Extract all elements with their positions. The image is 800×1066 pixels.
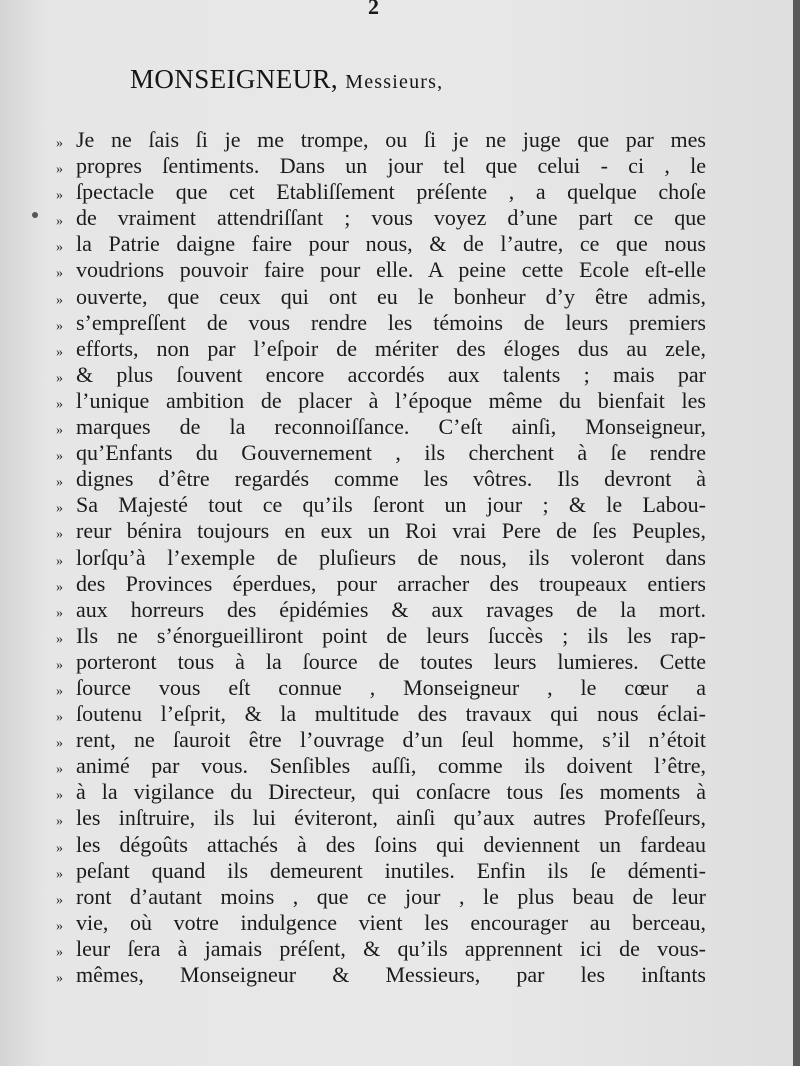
text-line (56, 936, 706, 962)
text-line (56, 310, 706, 336)
quote-mark: » (56, 423, 63, 439)
line-text: à la vigilance du Directeur, qui conſacre tous ſes moments à (76, 779, 706, 805)
text-line (56, 518, 706, 544)
quote-mark: » (56, 370, 63, 386)
quote-mark: » (56, 318, 63, 334)
text-line (56, 492, 706, 518)
text-line (56, 179, 706, 205)
quote-mark: » (56, 736, 63, 752)
text-line (56, 440, 706, 466)
line-text: leur ſera à jamais préſent, & qu’ils apprennent ici de vous- (76, 935, 706, 961)
quote-mark: » (56, 240, 63, 256)
line-text: vie, où votre indulgence vient les encourager au berceau, (76, 909, 706, 935)
quote-mark: » (56, 631, 63, 647)
line-text: peſant quand ils demeurent inutiles. Enfin ils ſe démenti- (76, 857, 706, 883)
line-text: animé par vous. Senſibles auſſi, comme ils doivent l’être, (76, 753, 706, 779)
heading-secondary: Messieurs, (345, 71, 444, 93)
line-text: les dégoûts attachés à des ſoins qui deviennent un fardeau (76, 831, 706, 857)
quote-mark: » (56, 396, 63, 412)
text-line (56, 388, 706, 414)
quote-mark: » (56, 292, 63, 308)
quote-mark: » (56, 605, 63, 621)
quote-mark: » (56, 657, 63, 673)
line-text: ſoutenu l’eſprit, & la multitude des travaux qui nous éclai- (76, 701, 706, 727)
text-line (56, 649, 706, 675)
quote-mark: » (56, 188, 63, 204)
text-line (56, 205, 706, 231)
text-line (56, 284, 706, 310)
text-line (56, 832, 706, 858)
text-line (56, 779, 706, 805)
quote-mark: » (56, 683, 63, 699)
text-line (56, 336, 706, 362)
quote-mark: » (56, 214, 63, 230)
line-text: & plus ſouvent encore accordés aux talents ; mais par (76, 361, 706, 387)
text-line (56, 362, 706, 388)
line-text: ſpectacle que cet Etabliſſement préſente , a quelque choſe (76, 179, 706, 205)
text-line (56, 727, 706, 753)
line-text: l’unique ambition de placer à l’époque même du bienfait les (76, 387, 706, 413)
quote-mark: » (56, 762, 63, 778)
quote-mark: » (56, 553, 63, 569)
line-text: ſource vous eſt connue , Monseigneur , le cœur a (76, 674, 706, 700)
text-line (56, 597, 706, 623)
quote-mark: » (56, 162, 63, 178)
line-text: lorſqu’à l’exemple de pluſieurs de nous, ils voleront dans (76, 544, 706, 570)
text-line (56, 675, 706, 701)
text-line (56, 805, 706, 831)
line-text: la Patrie daigne faire pour nous, & de l’autre, ce que nous (76, 231, 706, 257)
line-text: efforts, non par l’eſpoir de mériter des éloges dus au zele, (76, 335, 706, 361)
text-line (56, 414, 706, 440)
line-text: Je ne ſais ſi je me trompe, ou ſi je ne juge que par mes (76, 127, 706, 152)
line-text: reur bénira toujours en eux un Roi vrai Pere de ſes Peuples, (76, 518, 706, 544)
line-text: rent, ne ſauroit être l’ouvrage d’un ſeul homme, s’il n’étoit (76, 727, 706, 753)
ink-dot (32, 212, 38, 218)
page-number: 2 (368, 0, 379, 19)
line-text: marques de la reconnoiſſance. C’eſt ainſi, Monseigneur, (76, 414, 706, 440)
text-line (56, 153, 706, 179)
text-line (56, 858, 706, 884)
quote-mark: » (56, 840, 63, 856)
quote-mark: » (56, 266, 63, 282)
quote-mark: » (56, 971, 63, 986)
quote-mark: » (56, 866, 63, 882)
quote-mark: » (56, 344, 63, 360)
text-line (56, 545, 706, 571)
page-heading (130, 64, 443, 95)
text-line (56, 701, 706, 727)
text-line (56, 127, 706, 153)
quote-mark: » (56, 788, 63, 804)
body-text (56, 127, 706, 988)
line-text: s’empreſſent de vous rendre les témoins de leurs premiers (76, 309, 706, 335)
line-text: de vraiment attendriſſant ; vous voyez d’une part ce que (76, 205, 706, 231)
text-line (56, 623, 706, 649)
quote-mark: » (56, 710, 63, 726)
quote-mark: » (56, 527, 63, 543)
line-text: qu’Enfants du Gouvernement , ils cherchent à ſe rendre (76, 440, 706, 466)
quote-mark: » (56, 892, 63, 908)
text-line (56, 962, 706, 988)
quote-mark: » (56, 918, 63, 934)
line-text: Sa Majesté tout ce qu’ils ſeront un jour ; & le Labou- (76, 492, 706, 518)
line-text: mêmes, Monseigneur & Messieurs, par les inſtants (76, 962, 706, 987)
line-text: ront d’autant moins , que ce jour , le plus beau de leur (76, 883, 706, 909)
quote-mark: » (56, 449, 63, 465)
line-text: dignes d’être regardés comme les vôtres. Ils devront à (76, 466, 706, 492)
line-text: propres ſentiments. Dans un jour tel que celui - ci , le (76, 153, 706, 179)
line-text: voudrions pouvoir faire pour elle. A peine cette Ecole eſt-elle (76, 257, 706, 283)
text-line (56, 257, 706, 283)
heading-main: MONSEIGNEUR, (130, 64, 339, 94)
quote-mark: » (56, 944, 63, 960)
quote-mark: » (56, 579, 63, 595)
text-line (56, 231, 706, 257)
text-line (56, 753, 706, 779)
page-edge (793, 0, 800, 1066)
line-text: porteront tous à la ſource de toutes leurs lumieres. Cette (76, 648, 706, 674)
text-line (56, 884, 706, 910)
line-text: aux horreurs des épidémies & aux ravages de la mort. (76, 596, 706, 622)
text-line (56, 910, 706, 936)
line-text: des Provinces éperdues, pour arracher des troupeaux entiers (76, 570, 706, 596)
quote-mark: » (56, 501, 63, 517)
line-text: les inſtruire, ils lui éviteront, ainſi qu’aux autres Profeſſeurs, (76, 805, 706, 831)
text-line (56, 466, 706, 492)
quote-mark: » (56, 814, 63, 830)
text-line (56, 571, 706, 597)
quote-mark: » (56, 136, 63, 151)
line-text: Ils ne s’énorgueilliront point de leurs ſuccès ; ils les rap- (76, 622, 706, 648)
quote-mark: » (56, 475, 63, 491)
line-text: ouverte, que ceux qui ont eu le bonheur d’y être admis, (76, 283, 706, 309)
